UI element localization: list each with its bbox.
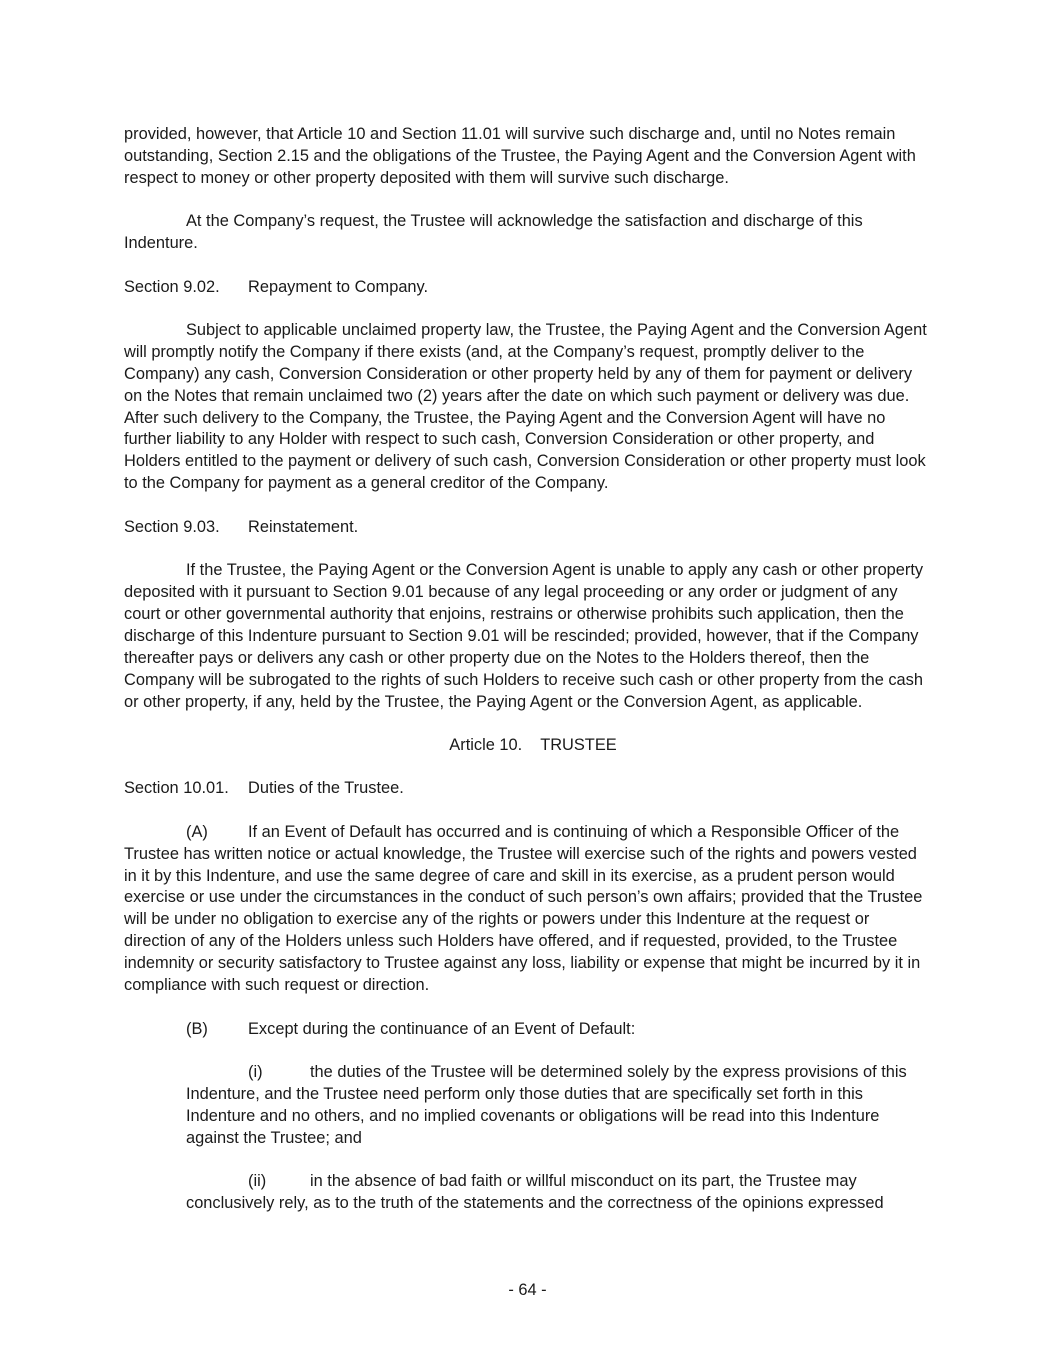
section-9-02-text: Subject to applicable unclaimed property law, the Trustee, the Paying Agent and the Conversion Agent will promptly notify the Company if there exists (and, at the Company’s request, promptly deliver to the Company) any cash, Conversion Consideration or other property held by any of them for payment or delivery on the Notes that remain unclaimed two (2) years after the date on which such payment or delivery was due. After such delivery to the Company, the Trustee, the Paying Agent and the Conversion Agent will have no further liability to any Holder with respect to such cash, Conversion Consideration or other property, and Holders entitled to the payment or delivery of such cash, Conversion Consideration or other property must look to the Company for payment as a general creditor of the Company.: [124, 320, 927, 493]
clause-a-text: If an Event of Default has occurred and is continuing of which a Responsible Officer of the Trustee has written notice or actual knowledge, the Trustee will exercise such of the rights and powers vested in it by this Indenture, and use the same degree of care and skill in its exercise, as a prudent person would exercise or use under the circumstances in the conduct of such person’s own affairs; provided that the Trustee will be under no obligation to exercise any of the rights or powers under this Indenture at the request or direction of any of the Holders unless such Holders have offered, and if requested, provided, to the Trustee indemnity or security satisfactory to Trustee against any loss, liability or expense that might be incurred by it in compliance with such request or direction.: [124, 822, 923, 995]
section-9-02-heading: [124, 277, 934, 299]
clause-a: [124, 822, 934, 997]
section-number: Section 9.02.: [124, 277, 220, 296]
section-10-01-heading: [124, 778, 934, 800]
subclause-i-marker: (i): [248, 1062, 263, 1081]
subclause-i-text: the duties of the Trustee will be determined solely by the express provisions of this Indenture, and the Trustee need perform only those duties that are specifically set forth in this Indenture and no others, and no implied covenants or obligations will be read into this Indenture against the Trustee; and: [186, 1062, 907, 1147]
document-page: [124, 124, 934, 1236]
clause-a-marker: (A): [186, 822, 208, 841]
section-title: Duties of the Trustee.: [248, 779, 404, 798]
section-title: Repayment to Company.: [248, 277, 429, 296]
section-number: Section 10.01.: [124, 779, 229, 798]
section-9-03-heading: [124, 517, 934, 539]
section-9-03-text: If the Trustee, the Paying Agent or the Conversion Agent is unable to apply any cash or other property deposited with it pursuant to Section 9.01 because of any legal proceeding or any order or judgment of any court or other governmental authority that enjoins, restrains or otherwise prohibits such application, then the discharge of this Indenture pursuant to Section 9.01 will be rescinded; provided, however, that if the Company thereafter pays or delivers any cash or other property due on the Notes to the Holders thereof, then the Company will be subrogated to the rights of such Holders to receive such cash or other property from the cash or other property, if any, held by the Trustee, the Paying Agent or the Conversion Agent, as applicable.: [124, 561, 924, 711]
subclause-ii: [186, 1171, 934, 1215]
article-number: Article 10.: [449, 735, 523, 754]
paragraph-continuation: provided, however, that Article 10 and Section 11.01 will survive such discharge and, until no Notes remain outstanding, Section 2.15 and the obligations of the Trustee, the Paying Agent and the Conversion Agent with respect to money or other property deposited with them will survive such discharge.: [124, 125, 916, 187]
clause-b-marker: (B): [186, 1019, 208, 1038]
paragraph-acknowledge: At the Company’s request, the Trustee will acknowledge the satisfaction and discharge of this Indenture.: [124, 212, 863, 253]
section-number: Section 9.03.: [124, 517, 220, 536]
article-10-heading: [124, 735, 934, 757]
article-title: TRUSTEE: [540, 735, 617, 754]
subclause-ii-text: in the absence of bad faith or willful misconduct on its part, the Trustee may conclusively rely, as to the truth of the statements and the correctness of the opinions expressed: [186, 1172, 884, 1212]
clause-b-text: Except during the continuance of an Event of Default:: [248, 1019, 636, 1038]
page-number: - 64 -: [508, 1281, 547, 1299]
clause-b: [124, 1019, 934, 1041]
subclause-i: [186, 1062, 934, 1150]
subclause-ii-marker: (ii): [248, 1172, 267, 1191]
section-title: Reinstatement.: [248, 517, 359, 536]
